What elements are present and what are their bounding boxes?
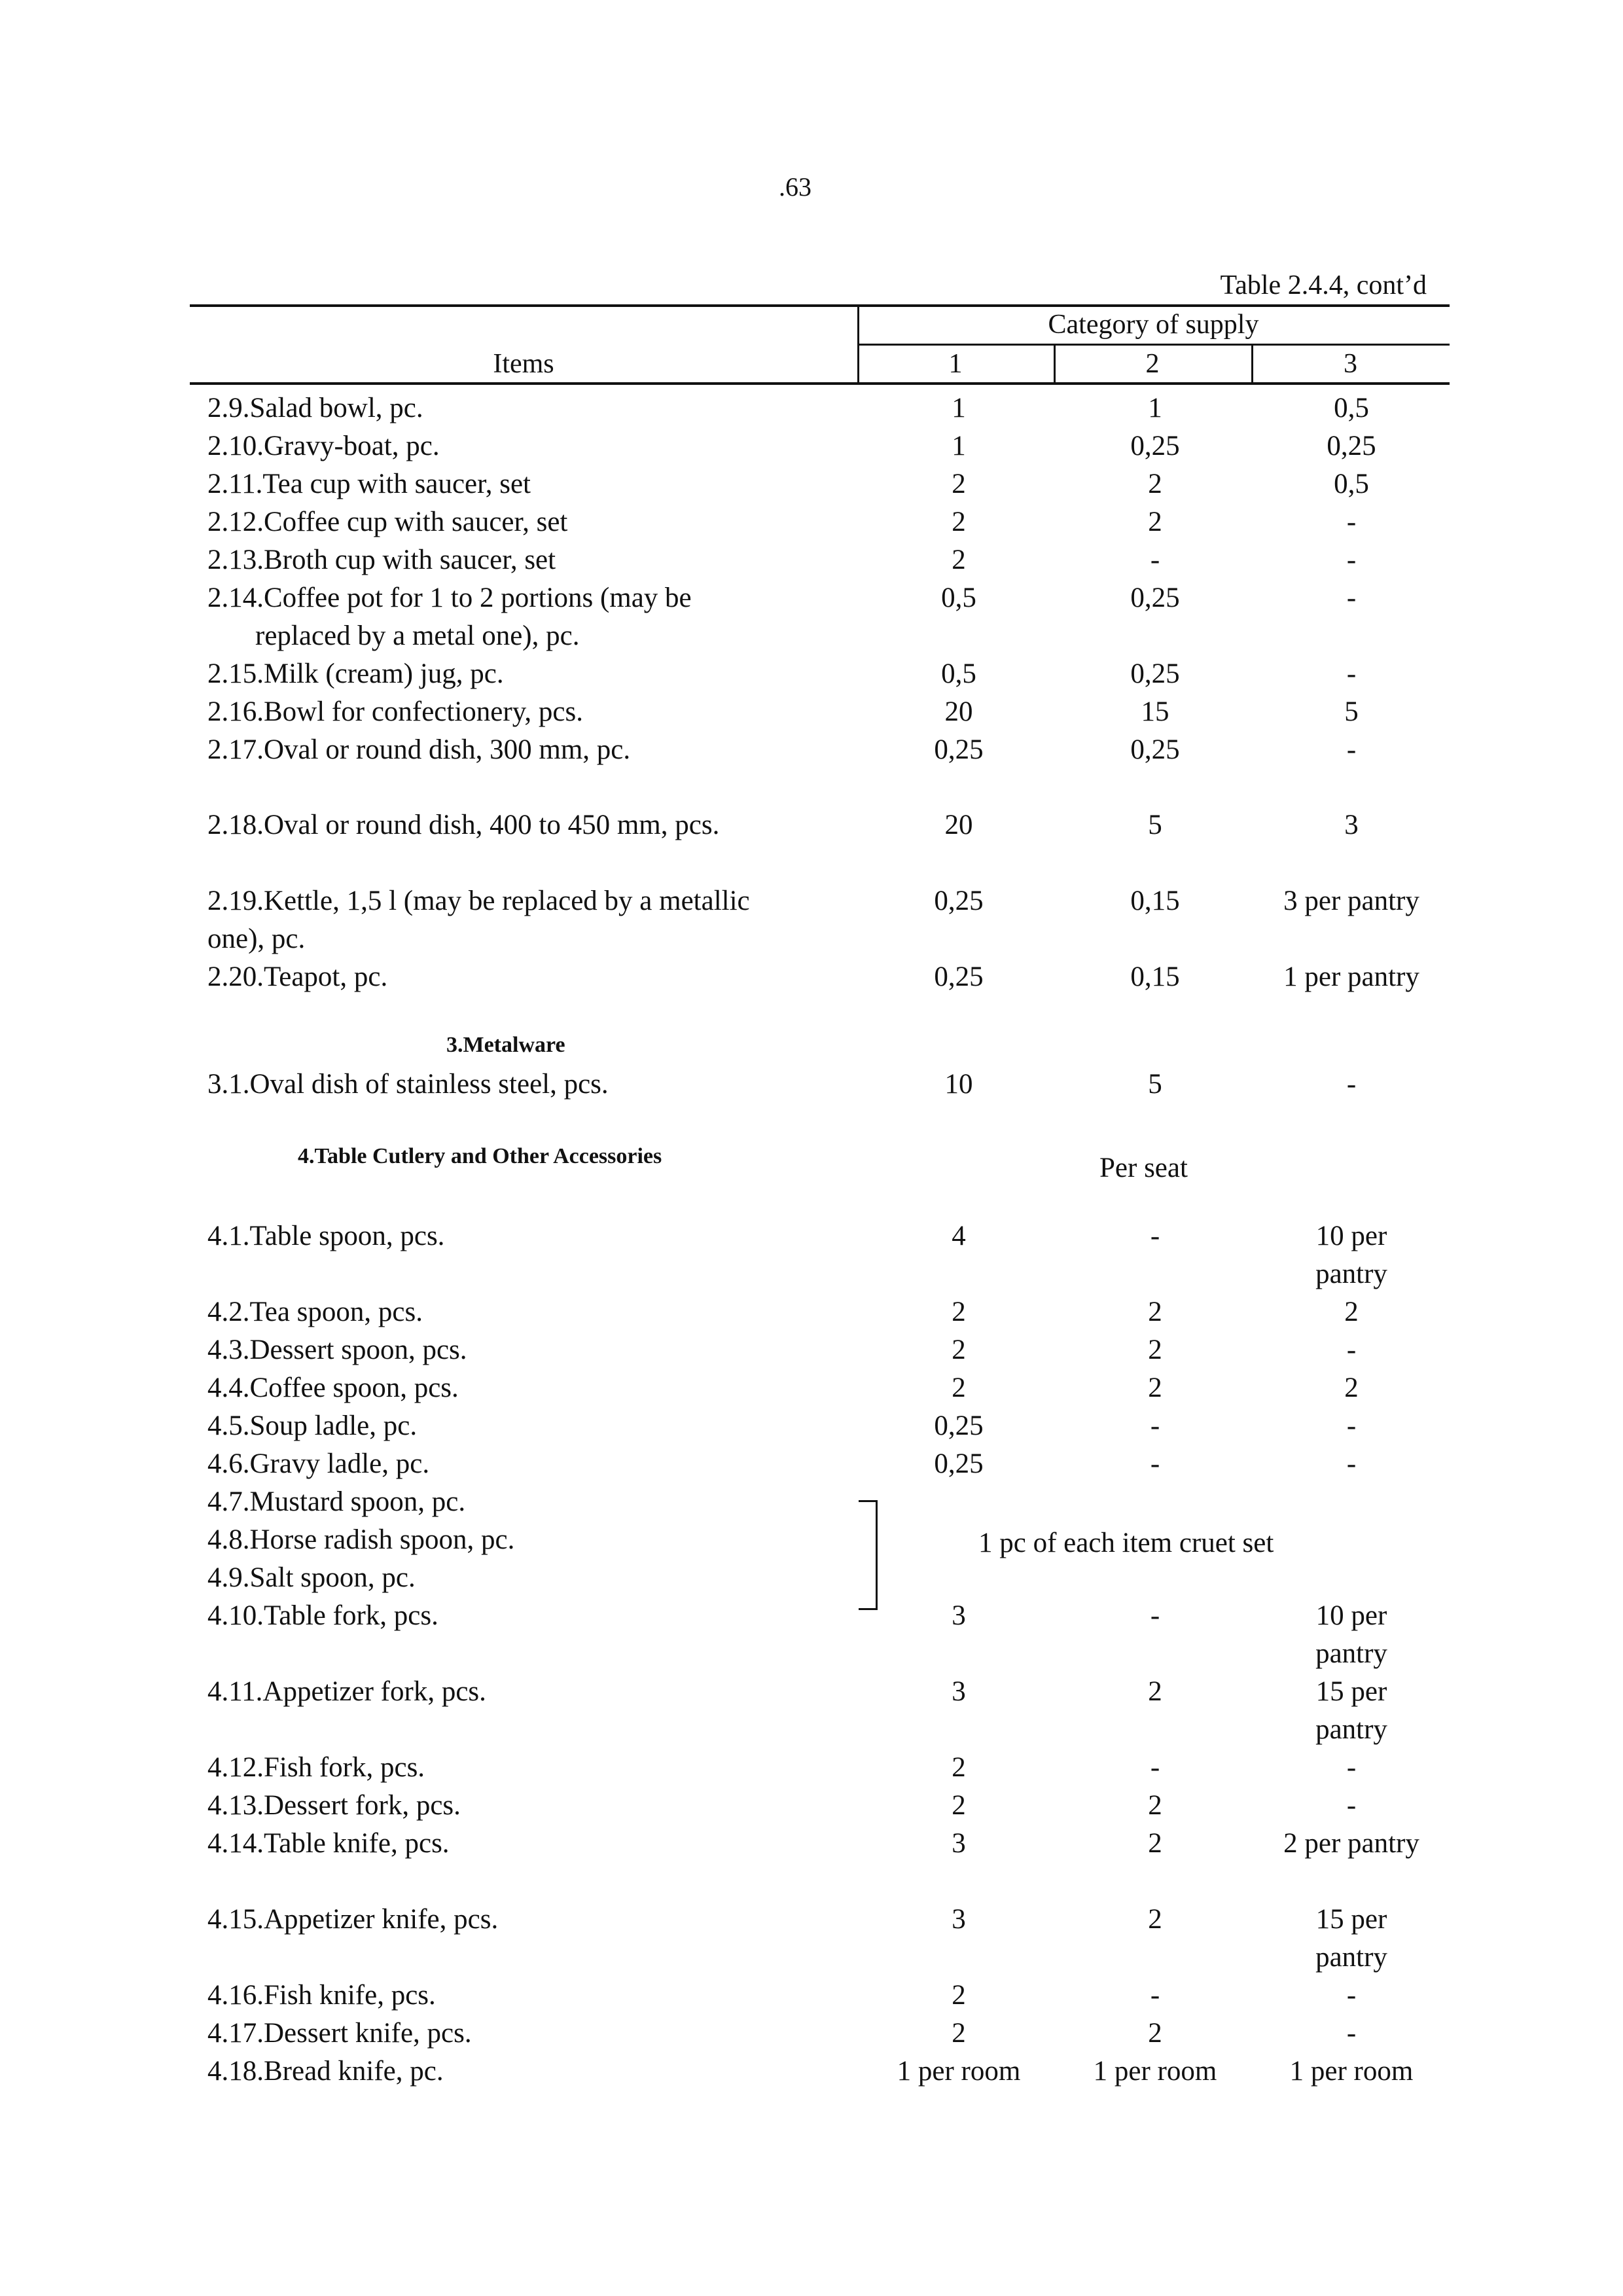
table-row-continuation xyxy=(0,1635,1623,1673)
cat2-value: 0,25 xyxy=(1130,658,1180,689)
cat2-value: 2 xyxy=(1148,1904,1162,1935)
cat1-value: 2 xyxy=(952,2018,966,2049)
cruet-set-bracket xyxy=(859,1500,878,1610)
item-label: 2.14.Coffee pot for 1 to 2 portions (may be xyxy=(207,583,692,613)
item-label: 2.9.Salad bowl, pc. xyxy=(207,393,423,423)
cat3-value-continuation: pantry xyxy=(1315,1714,1387,1745)
table-row xyxy=(0,1597,1623,1635)
category-rule xyxy=(857,344,1450,346)
cat2-value: 15 xyxy=(1141,696,1169,727)
table-row-continuation xyxy=(0,1255,1623,1293)
item-label: 4.12.Fish fork, pcs. xyxy=(207,1752,425,1783)
cat3-value: 2 xyxy=(1344,1297,1359,1327)
cat1-value: 2 xyxy=(952,469,966,499)
cat2-value: - xyxy=(1150,1221,1160,1251)
cat3-value: - xyxy=(1346,658,1357,689)
cat1-value: 0,25 xyxy=(934,1410,984,1441)
table-row xyxy=(0,1483,1623,1521)
cat1-value: 0,5 xyxy=(941,583,976,613)
cat2-value: 1 xyxy=(1148,393,1162,423)
cat3-value: 10 per xyxy=(1315,1600,1387,1631)
table-row xyxy=(0,1369,1623,1407)
table-row xyxy=(0,1445,1623,1483)
cat1-value: 20 xyxy=(944,810,973,840)
item-label: one), pc. xyxy=(207,924,306,954)
cat1-value: 2 xyxy=(952,545,966,575)
header-col1: 1 xyxy=(948,349,963,379)
item-label: 4.8.Horse radish spoon, pc. xyxy=(207,1524,515,1555)
cat2-value: - xyxy=(1150,1410,1160,1441)
item-label: 2.11.Tea cup with saucer, set xyxy=(207,469,531,499)
item-label: 4.11.Appetizer fork, pcs. xyxy=(207,1676,486,1707)
section-heading-cutlery: 4.Table Cutlery and Other Accessories xyxy=(298,1144,662,1168)
item-label: 4.15.Appetizer knife, pcs. xyxy=(207,1904,499,1935)
table-row xyxy=(0,465,1623,503)
cat3-value: - xyxy=(1346,1790,1357,1821)
cat3-value: 1 per room xyxy=(1289,2056,1414,2087)
cat1-value: 1 xyxy=(952,393,966,423)
cat3-value: - xyxy=(1346,2018,1357,2049)
cat3-value: - xyxy=(1346,1980,1357,2011)
table-row xyxy=(0,2053,1623,2090)
cat2-value: 2 xyxy=(1148,469,1162,499)
cat1-value: 10 xyxy=(944,1069,973,1100)
cat3-value: - xyxy=(1346,1752,1357,1783)
table-row xyxy=(0,427,1623,465)
table-row xyxy=(0,693,1623,731)
cat3-value: 15 per xyxy=(1315,1676,1387,1707)
cat3-value: - xyxy=(1346,545,1357,575)
item-label: 2.18.Oval or round dish, 400 to 450 mm, pcs. xyxy=(207,810,720,840)
table-row xyxy=(0,1977,1623,2015)
item-label: 2.10.Gravy-boat, pc. xyxy=(207,431,440,461)
cat2-value: 2 xyxy=(1148,1335,1162,1365)
per-seat-note: Per seat xyxy=(1099,1153,1188,1183)
cat3-value: 2 per pantry xyxy=(1283,1828,1419,1859)
cat2-value: 0,15 xyxy=(1130,886,1180,916)
cat1-value: 1 per room xyxy=(897,2056,1021,2087)
table-row xyxy=(0,806,1623,844)
table-row xyxy=(0,1407,1623,1445)
item-label: 4.1.Table spoon, pcs. xyxy=(207,1221,445,1251)
item-label: 2.15.Milk (cream) jug, pc. xyxy=(207,658,504,689)
cat1-value: 0,5 xyxy=(941,658,976,689)
cat1-value: 3 xyxy=(952,1904,966,1935)
cat1-value: 1 xyxy=(952,431,966,461)
table-row-continuation xyxy=(0,920,1623,958)
item-label: 2.19.Kettle, 1,5 l (may be replaced by a metallic xyxy=(207,886,750,916)
cat2-value: 1 per room xyxy=(1093,2056,1217,2087)
cat3-value: - xyxy=(1346,1410,1357,1441)
cat2-value: 5 xyxy=(1148,1069,1162,1100)
cat3-value: - xyxy=(1346,507,1357,537)
item-label: 2.20.Teapot, pc. xyxy=(207,961,388,992)
item-label: replaced by a metal one), pc. xyxy=(255,620,580,651)
table-row xyxy=(0,541,1623,579)
item-label: 4.13.Dessert fork, pcs. xyxy=(207,1790,461,1821)
cat3-value-continuation: pantry xyxy=(1315,1638,1387,1669)
cat1-value: 2 xyxy=(952,1980,966,2011)
cat2-value: - xyxy=(1150,1448,1160,1479)
table-row xyxy=(0,655,1623,693)
table-row xyxy=(0,503,1623,541)
cat3-value: 15 per xyxy=(1315,1904,1387,1935)
cat1-value: 0,25 xyxy=(934,886,984,916)
cat2-value: 2 xyxy=(1148,1372,1162,1403)
table-row xyxy=(0,579,1623,617)
item-label: 4.7.Mustard spoon, pc. xyxy=(207,1486,466,1517)
item-label: 4.10.Table fork, pcs. xyxy=(207,1600,438,1631)
item-label: 4.2.Tea spoon, pcs. xyxy=(207,1297,423,1327)
table-row xyxy=(0,1217,1623,1255)
cat3-value-continuation: pantry xyxy=(1315,1942,1387,1973)
table-row xyxy=(0,389,1623,427)
header-category: Category of supply xyxy=(1048,310,1259,340)
cat2-value: 5 xyxy=(1148,810,1162,840)
cat2-value: 2 xyxy=(1148,2018,1162,2049)
table-title: Table 2.4.4, cont’d xyxy=(1220,270,1427,300)
item-label: 4.9.Salt spoon, pc. xyxy=(207,1562,416,1593)
cat1-value: 2 xyxy=(952,1752,966,1783)
cat2-value: 2 xyxy=(1148,1828,1162,1859)
cat2-value: 0,25 xyxy=(1130,583,1180,613)
cat3-value: 1 per pantry xyxy=(1283,961,1419,992)
table-row xyxy=(0,1673,1623,1711)
item-label: 4.17.Dessert knife, pcs. xyxy=(207,2018,472,2049)
cat2-value: - xyxy=(1150,1600,1160,1631)
cat2-value: - xyxy=(1150,1980,1160,2011)
cat2-value: 2 xyxy=(1148,1297,1162,1327)
cat1-value: 2 xyxy=(952,1372,966,1403)
cat3-value: 2 xyxy=(1344,1372,1359,1403)
item-label: 4.4.Coffee spoon, pcs. xyxy=(207,1372,459,1403)
cat1-value: 3 xyxy=(952,1600,966,1631)
cat3-value: 3 xyxy=(1344,810,1359,840)
table-row xyxy=(0,1825,1623,1863)
cat3-value: 3 per pantry xyxy=(1283,886,1419,916)
cat3-value-continuation: pantry xyxy=(1315,1259,1387,1289)
table-row-continuation xyxy=(0,1939,1623,1977)
page-number: .63 xyxy=(779,172,812,202)
table-row xyxy=(0,1331,1623,1369)
table-row xyxy=(0,1559,1623,1597)
section-heading-metalware: 3.Metalware xyxy=(446,1033,565,1057)
item-label: 4.14.Table knife, pcs. xyxy=(207,1828,450,1859)
header-col2: 2 xyxy=(1145,349,1160,379)
cat2-value: - xyxy=(1150,1752,1160,1783)
item-label: 4.5.Soup ladle, pc. xyxy=(207,1410,418,1441)
table-row-continuation xyxy=(0,1711,1623,1749)
cat3-value: - xyxy=(1346,583,1357,613)
table-row xyxy=(0,1787,1623,1825)
header-items: Items xyxy=(493,349,554,379)
cat3-value: 5 xyxy=(1344,696,1359,727)
table-row xyxy=(0,1901,1623,1939)
table-row xyxy=(0,2015,1623,2053)
cat3-value: 0,5 xyxy=(1334,393,1369,423)
cat1-value: 3 xyxy=(952,1676,966,1707)
cat1-value: 0,25 xyxy=(934,961,984,992)
table-row xyxy=(0,1293,1623,1331)
table-row xyxy=(0,1521,1623,1559)
cat2-value: 2 xyxy=(1148,1676,1162,1707)
table-row xyxy=(0,882,1623,920)
cat2-value: 2 xyxy=(1148,507,1162,537)
item-label: 3.1.Oval dish of stainless steel, pcs. xyxy=(207,1069,609,1100)
cat3-value: - xyxy=(1346,1335,1357,1365)
cat2-value: 0,15 xyxy=(1130,961,1180,992)
cat2-value: 0,25 xyxy=(1130,734,1180,765)
cat3-value: - xyxy=(1346,1448,1357,1479)
cat2-value: 2 xyxy=(1148,1790,1162,1821)
cruet-set-note: 1 pc of each item cruet set xyxy=(978,1528,1274,1558)
cat1-value: 2 xyxy=(952,1335,966,1365)
header-top-rule xyxy=(190,304,1450,307)
cat2-value: - xyxy=(1150,545,1160,575)
cat3-value: 10 per xyxy=(1315,1221,1387,1251)
cat3-value: - xyxy=(1346,1069,1357,1100)
cat1-value: 4 xyxy=(952,1221,966,1251)
table-row xyxy=(0,958,1623,996)
item-label: 2.13.Broth cup with saucer, set xyxy=(207,545,556,575)
cat1-value: 2 xyxy=(952,1790,966,1821)
item-label: 4.16.Fish knife, pcs. xyxy=(207,1980,436,2011)
item-label: 2.12.Coffee cup with saucer, set xyxy=(207,507,568,537)
cat1-value: 20 xyxy=(944,696,973,727)
cat3-value: 0,5 xyxy=(1334,469,1369,499)
table-row xyxy=(0,1066,1623,1103)
item-label: 2.17.Oval or round dish, 300 mm, pc. xyxy=(207,734,631,765)
cat3-value: 0,25 xyxy=(1327,431,1376,461)
table-row xyxy=(0,731,1623,769)
cat3-value: - xyxy=(1346,734,1357,765)
item-label: 4.6.Gravy ladle, pc. xyxy=(207,1448,430,1479)
item-label: 2.16.Bowl for confectionery, pcs. xyxy=(207,696,583,727)
cat1-value: 3 xyxy=(952,1828,966,1859)
cat1-value: 2 xyxy=(952,1297,966,1327)
cat1-value: 0,25 xyxy=(934,1448,984,1479)
header-bottom-rule xyxy=(190,382,1450,385)
table-row xyxy=(0,1749,1623,1787)
table-row-continuation xyxy=(0,617,1623,655)
cat1-value: 2 xyxy=(952,507,966,537)
item-label: 4.3.Dessert spoon, pcs. xyxy=(207,1335,467,1365)
cat2-value: 0,25 xyxy=(1130,431,1180,461)
header-col3: 3 xyxy=(1344,349,1357,379)
item-label: 4.18.Bread knife, pc. xyxy=(207,2056,444,2087)
cat1-value: 0,25 xyxy=(934,734,984,765)
